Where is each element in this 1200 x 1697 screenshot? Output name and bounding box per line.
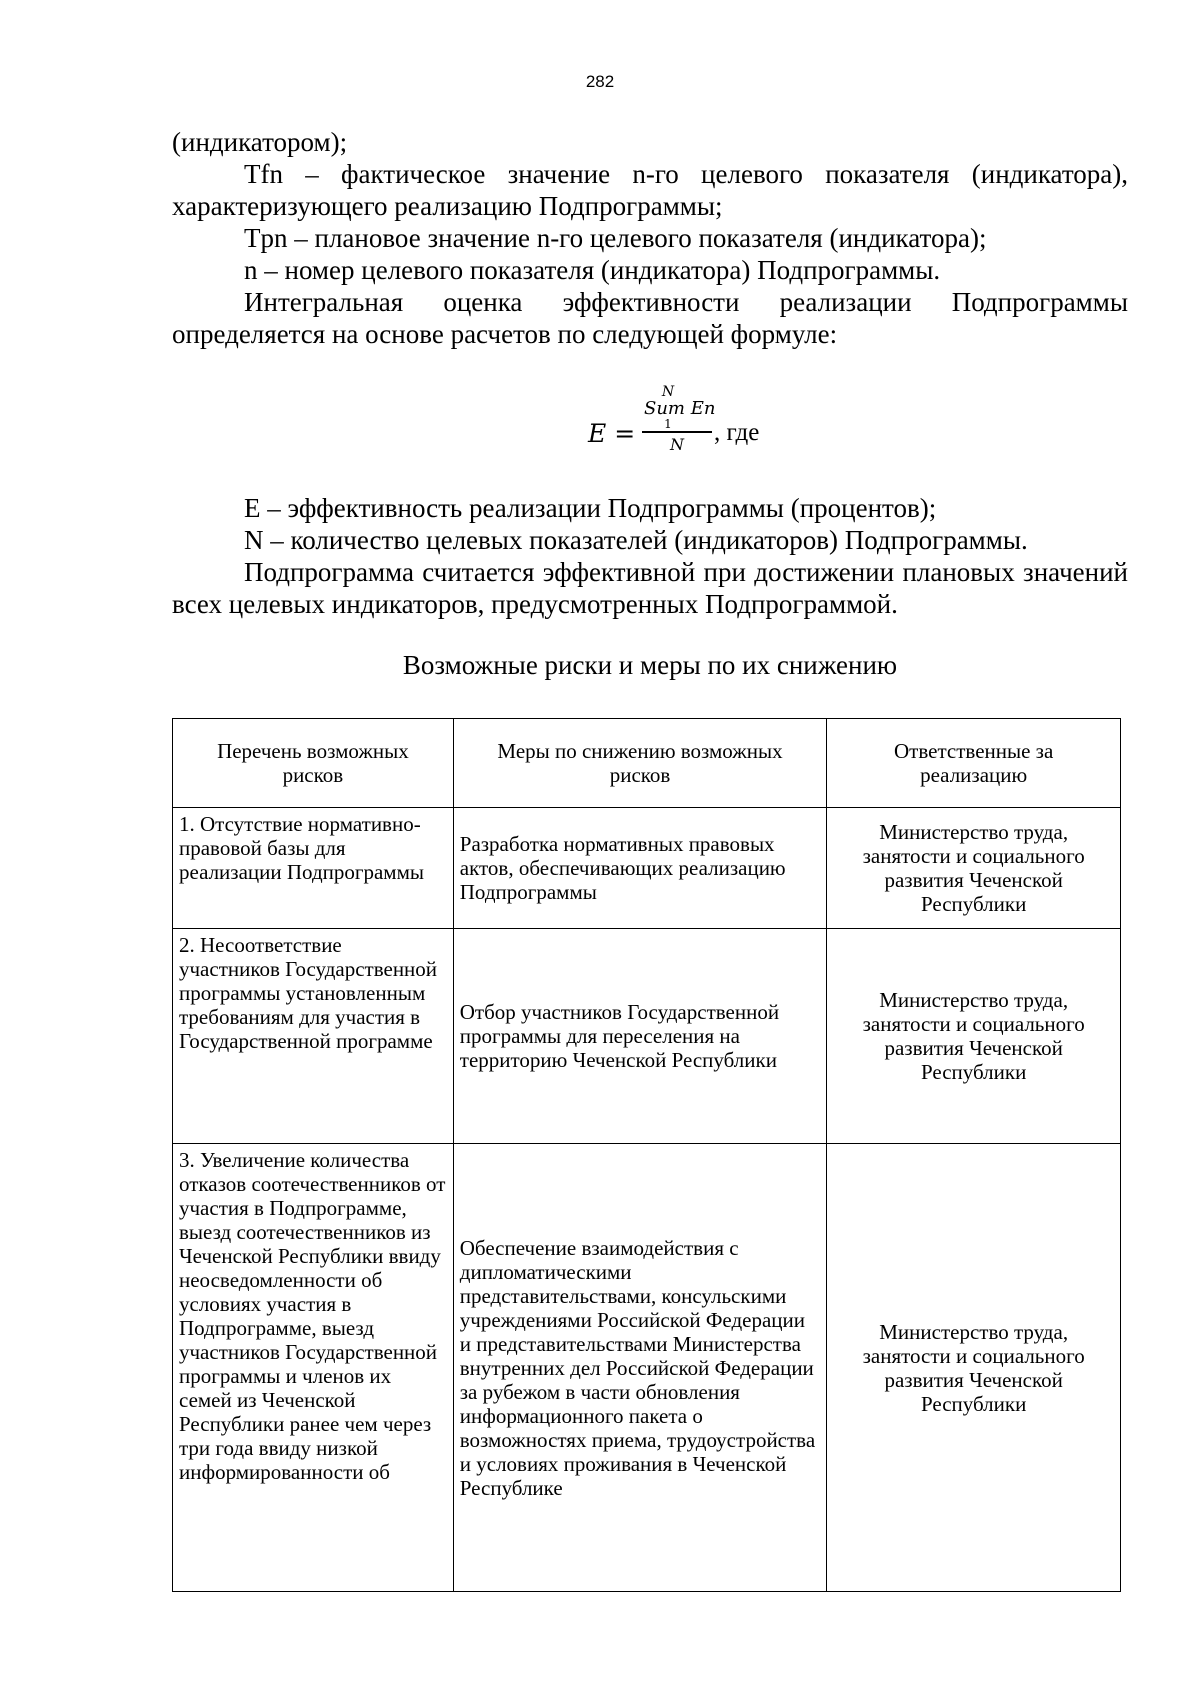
paragraph: Tpn – плановое значение n-го целевого показателя (индикатора); xyxy=(244,223,987,253)
fraction-line xyxy=(642,431,712,433)
formula-suffix: , где xyxy=(714,419,760,446)
section-title: Возможные риски и меры по их снижению xyxy=(402,650,898,680)
formula-upper-limit: N xyxy=(661,384,675,400)
header-responsible: Ответственные за реализацию xyxy=(827,719,1121,808)
responsible-cell: Министерство труда, занятости и социального развития Чеченской Республики xyxy=(827,929,1121,1144)
formula-denominator: N xyxy=(670,435,684,454)
risk-cell: 2. Несоответствие участников Государственной программы установленным требованиям для участия в Государственной программе xyxy=(173,929,454,1144)
paragraph: n – номер целевого показателя (индикатора) Подпрограммы. xyxy=(244,255,941,285)
page-number: 282 xyxy=(585,72,615,91)
header-risks: Перечень возможных рисков xyxy=(173,719,454,808)
header-measures: Меры по снижению возможных рисков xyxy=(453,719,827,808)
paragraph: E – эффективность реализации Подпрограммы (процентов); xyxy=(244,493,937,523)
paragraph: N – количество целевых показателей (индикаторов) Подпрограммы. xyxy=(244,525,1028,555)
paragraph: Подпрограмма считается эффективной при достижении плановых значений всех целевых индикаторов, предусмотренных Подпрограммой. xyxy=(172,557,1128,619)
table-row xyxy=(173,1144,1121,1592)
measure-cell: Обеспечение взаимодействия с дипломатическими представительствами, консульскими учреждениями Российской Федерации и представительствами Министерства внутренних дел Российской Федерации за рубежом в части обновления информационного пакета о возможностях приема, трудоустройства и условиях проживания в Чеченской Республике xyxy=(453,1144,827,1592)
body-text-bottom xyxy=(172,492,1128,620)
risks-table xyxy=(172,718,1121,1592)
responsible-cell: Министерство труда, занятости и социального развития Чеченской Республики xyxy=(827,808,1121,929)
risk-cell: 3. Увеличение количества отказов соотечественников от участия в Подпрограмме, выезд соотечественников из Чеченской Республики ввиду неосведомленности об условиях участия в Подпрограмме, выезд участников Государственной программы и членов их семей из Чеченской Республики ранее чем через три года ввиду низкой информированности об xyxy=(173,1144,454,1592)
formula-lower-limit: 1 xyxy=(664,417,672,431)
formula-fraction xyxy=(642,384,716,464)
measure-cell: Отбор участников Государственной программы для переселения на территорию Чеченской Республики xyxy=(453,929,827,1144)
paragraph: (индикатором); xyxy=(172,127,348,157)
risk-cell: 1. Отсутствие нормативно-правовой базы для реализации Подпрограммы xyxy=(173,808,454,929)
formula-lhs: E = xyxy=(588,419,636,448)
table-row xyxy=(173,929,1121,1144)
measure-cell: Разработка нормативных правовых актов, обеспечивающих реализацию Подпрограммы xyxy=(453,808,827,929)
paragraph: Tfn – фактическое значение n-го целевого показателя (индикатора), характеризующего реализацию Подпрограммы; xyxy=(172,159,1128,221)
table-header-row xyxy=(173,719,1121,808)
responsible-cell: Министерство труда, занятости и социального развития Чеченской Республики xyxy=(827,1144,1121,1592)
body-text-top xyxy=(172,126,1128,350)
table-row xyxy=(173,808,1121,929)
paragraph: Интегральная оценка эффективности реализации Подпрограммы определяется на основе расчетов по следующей формуле: xyxy=(172,287,1128,349)
formula-sum: Sum En xyxy=(644,398,716,419)
